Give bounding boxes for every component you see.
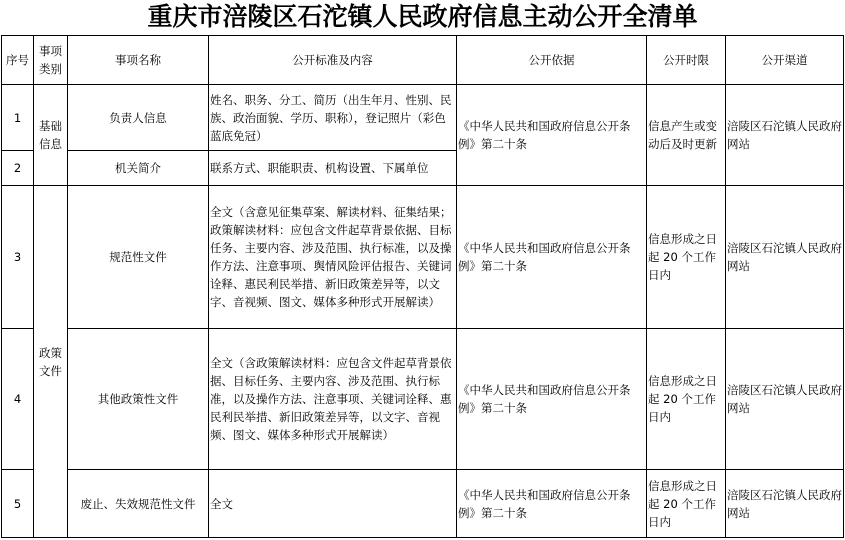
row-seq: 2: [2, 151, 34, 186]
row-channel: 涪陵区石沱镇人民政府网站: [726, 329, 844, 470]
row-time-limit: 信息形成之日起 20 个工作日内: [647, 470, 726, 538]
category-basic: 基础信息: [34, 85, 68, 186]
disclosure-table: [1, 35, 844, 538]
page-title: 重庆市涪陵区石沱镇人民政府信息主动公开全清单: [147, 2, 698, 31]
header-item-name: 事项名称: [68, 36, 209, 85]
row-seq: 1: [2, 85, 34, 151]
row-standard: 全文: [209, 470, 457, 538]
row-channel: 涪陵区石沱镇人民政府网站: [726, 470, 844, 538]
row-channel: 涪陵区石沱镇人民政府网站: [726, 85, 844, 186]
header-standard: 公开标准及内容: [209, 36, 457, 85]
row-standard: 联系方式、职能职责、机构设置、下属单位: [209, 151, 457, 186]
row-basis: 《中华人民共和国政府信息公开条例》第二十条: [457, 470, 647, 538]
row-seq: 4: [2, 329, 34, 470]
row-standard: 姓名、职务、分工、简历（出生年月、性别、民族、政治面貌、学历、职称），登记照片（彩色蓝底免冠）: [209, 85, 457, 151]
table-row: [2, 470, 844, 538]
row-channel: 涪陵区石沱镇人民政府网站: [726, 186, 844, 329]
header-time-limit: 公开时限: [647, 36, 726, 85]
row-standard: 全文（含政策解读材料：应包含文件起草背景依据、目标任务、主要内容、涉及范围、执行标准，以及操作方法、注意事项、关键词诠释、惠民利民举措、新旧政策差异等，以文字、音视频、图文、媒体多种形式开展解读）: [209, 329, 457, 470]
row-seq: 3: [2, 186, 34, 329]
row-item-name: 负责人信息: [68, 85, 209, 151]
header-basis: 公开依据: [457, 36, 647, 85]
row-standard: 全文（含意见征集草案、解读材料、征集结果；政策解读材料：应包含文件起草背景依据、目标任务、主要内容、涉及范围、执行标准，以及操作方法、注意事项、舆情风险评估报告、关键词诠释、惠民利民举措、新旧政策差异等，以文字、音视频、图文、媒体多种形式开展解读）: [209, 186, 457, 329]
table-row: [2, 186, 844, 329]
row-basis: 《中华人民共和国政府信息公开条例》第二十条: [457, 85, 647, 186]
row-basis: 《中华人民共和国政府信息公开条例》第二十条: [457, 186, 647, 329]
header-category: 事项类别: [34, 36, 68, 85]
category-policy: 政策文件: [34, 186, 68, 538]
row-time-limit: 信息形成之日起 20 个工作日内: [647, 329, 726, 470]
row-item-name: 废止、失效规范性文件: [68, 470, 209, 538]
row-item-name: 规范性文件: [68, 186, 209, 329]
row-basis: 《中华人民共和国政府信息公开条例》第二十条: [457, 329, 647, 470]
header-channel: 公开渠道: [726, 36, 844, 85]
row-item-name: 机关简介: [68, 151, 209, 186]
row-seq: 5: [2, 470, 34, 538]
row-time-limit: 信息形成之日起 20 个工作日内: [647, 186, 726, 329]
header-seq: 序号: [2, 36, 34, 85]
row-item-name: 其他政策性文件: [68, 329, 209, 470]
table-row: [2, 329, 844, 470]
row-time-limit: 信息产生或变动后及时更新: [647, 85, 726, 186]
table-row: [2, 85, 844, 151]
header-row: [2, 36, 844, 85]
